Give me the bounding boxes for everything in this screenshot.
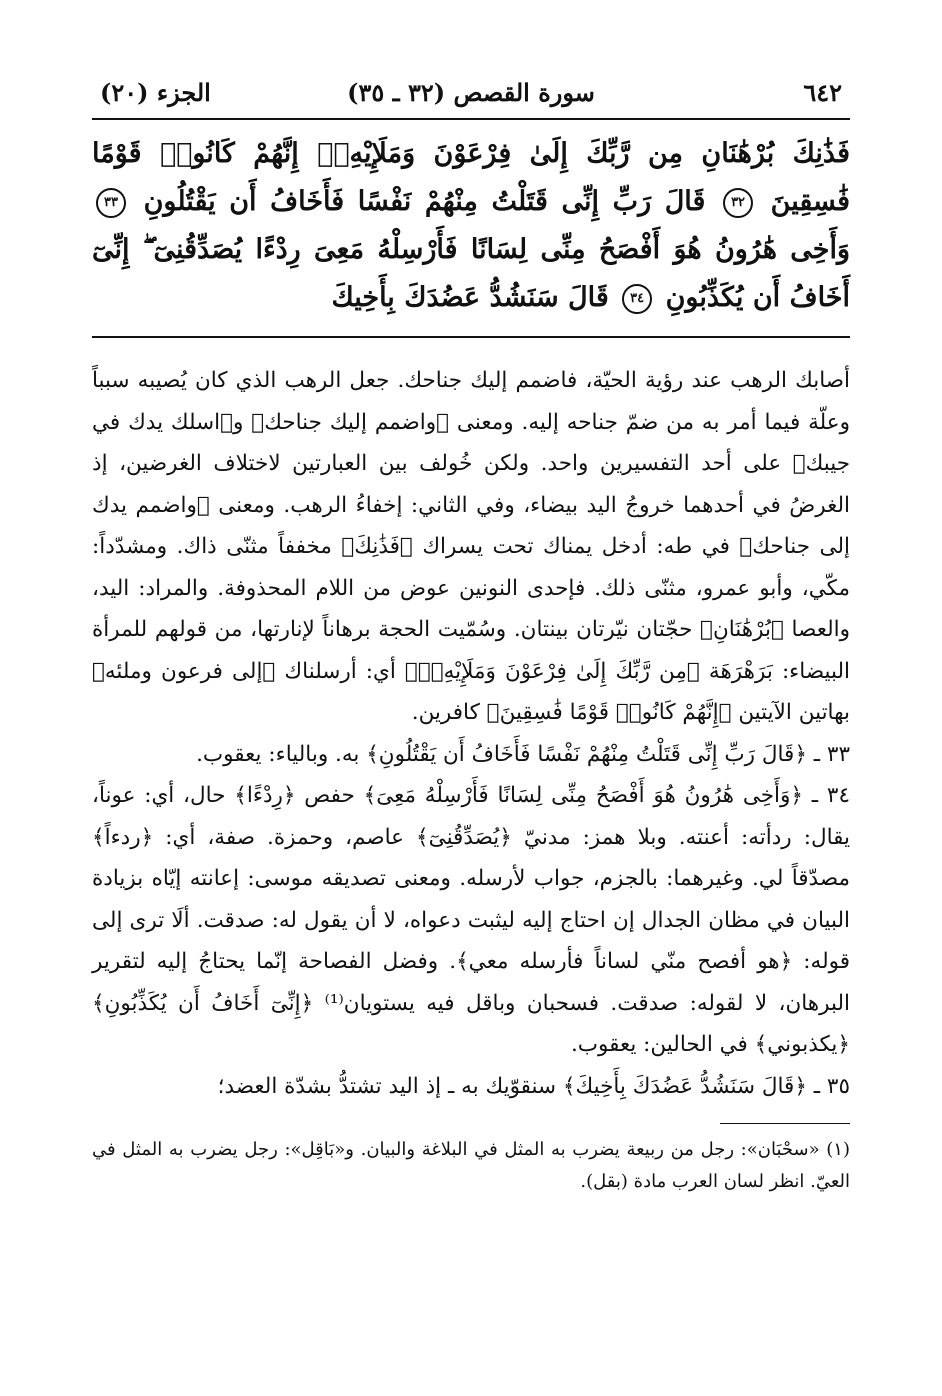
header-divider: [92, 118, 850, 120]
quran-verse-text: قَالَ سَنَشُدُّ عَضُدَكَ بِأَخِيكَ: [331, 282, 609, 313]
quran-verses: [92, 130, 850, 322]
commentary-paragraph: ٣٥ ـ ﴿قَالَ سَنَشُدُّ عَضُدَكَ بِأَخِيكَ﴾ سنقوّيك به ـ إذ اليد تشتدُّ بشدّة العضد؛: [217, 1073, 850, 1099]
quran-verse-text: فَذَٰنِكَ بُرْهَٰنَانِ مِن رَّبِّكَ إِلَىٰ فِرْعَوْنَ وَمَلَإِيْهِۦٓ إِنَّهُمْ كَانُوا۟ قَوْمًا فَٰسِقِينَ: [92, 138, 850, 217]
commentary-paragraph: أصابك الرهب عند رؤية الحيّة، فاضمم إليك جناحك. جعل الرهب الذي كان يُصيبه سبباً وعلّة فيما أمر به من ضمّ جناحه إليه. ومعنى ﴿واضمم إليك جناحك﴾ و﴿اسلك يدك في جيبك﴾ على أحد التفسيرين واحد. ولكن خُولف بين العبارتين لاختلاف الغرضين، إذ الغرضُ في أحدهما خروجُ اليد بيضاء، وفي الثاني: إخفاءُ الرهب. ومعنى ﴿واضمم يدك إلى جناحك﴾ في طه: أدخل يمناك تحت يسراك ﴿فَذَٰنِكَ﴾ مخففاً مثنّى ذاك. ومشدّداً: مكّي، وأبو عمرو، مثنّى ذلك. فإحدى النونين عوض من اللام المحذوفة. والمراد: اليد، والعصا ﴿بُرْهَٰنَانِ﴾ حجّتان نيّرتان بينتان. وسُمّيت الحجة برهاناً لإنارتها، من قولهم للمرأة البيضاء: بَرَهْرَهَة ﴿مِن رَّبِّكَ إِلَىٰ فِرْعَوْنَ وَمَلَإِيْهِۦٓ﴾ أي: أرسلناك ﴿إلى فرعون وملئه﴾ بهاتين الآيتين ﴿إِنَّهُمْ كَانُوا۟ قَوْمًا فَٰسِقِينَ﴾ كافرين.: [92, 368, 850, 725]
quran-divider: [92, 336, 850, 338]
ayah-number-marker: ٣٣: [96, 188, 126, 218]
commentary-paragraph: ٣٤ ـ ﴿وَأَخِى هَٰرُونُ هُوَ أَفْصَحُ مِنِّى لِسَانًا فَأَرْسِلْهُ مَعِىَ﴾ حفص ﴿رِدْءًا﴾ حال، أي: عوناً، يقال: ردأته: أعنته. وبلا همز: مدنيّ ﴿يُصَدِّقُنِىٓ﴾ عاصم، وحمزة. صفة، أي: ﴿ردءاً﴾ مصدّقاً لي. وغيرهما: بالجزم، جواب لأرسله. ومعنى تصديقه موسى: إعانته إيّاه بزيادة البيان في مظان الجدال إن احتاج إليه ليثبت دعواه، لا أن يقول له: صدقت. ألَا ترى إلى قوله: ﴿هو أفصح منّي لساناً فأرسله معي﴾. وفضل الفصاحة إنّما يحتاجُ إليه لتقرير البرهان، لا لقوله: صدقت. فسحبان وباقل فيه يستويان⁽¹⁾ ﴿إِنِّىٓ أَخَافُ أَن يُكَذِّبُونِ﴾ ﴿يكذبوني﴾ في الحالين: يعقوب.: [92, 783, 851, 1057]
page-header: [92, 70, 850, 116]
ayah-number-marker: ٣٤: [622, 284, 652, 314]
quran-verse-text: قَالَ رَبِّ إِنِّى قَتَلْتُ مِنْهُمْ نَفْسًا فَأَخَافُ أَن يَقْتُلُونِ: [143, 186, 706, 217]
ayah-number-marker: ٣٢: [723, 188, 753, 218]
surah-title: سورة القصص (٣٢ ـ ٣٥): [347, 78, 595, 107]
quran-verse-text: وَأَخِى هَٰرُونُ هُوَ أَفْصَحُ مِنِّى لِسَانًا فَأَرْسِلْهُ مَعِىَ رِدْءًا يُصَدِّقُنِىٓ ۖ إِنِّىٓ أَخَافُ أَن يُكَذِّبُونِ: [92, 234, 850, 313]
commentary-body: [92, 360, 850, 1107]
footnote: (١) «سحْبَان»: رجل من ربيعة يضرب به المثل في البلاغة والبيان. و«بَاقِل»: رجل يضرب به المثل في العيّ. انظر لسان العرب مادة (بقل).: [92, 1139, 850, 1192]
page-number: ٦٤٢: [803, 78, 842, 107]
footnote-divider: [720, 1123, 850, 1124]
document-page: [92, 70, 850, 1370]
juz-label: الجزء (٢٠): [100, 78, 211, 107]
commentary-paragraph: ٣٣ ـ ﴿قَالَ رَبِّ إِنِّى قَتَلْتُ مِنْهُمْ نَفْسًا فَأَخَافُ أَن يَقْتُلُونِ﴾ به. وبالياء: يعقوب.: [196, 741, 850, 767]
